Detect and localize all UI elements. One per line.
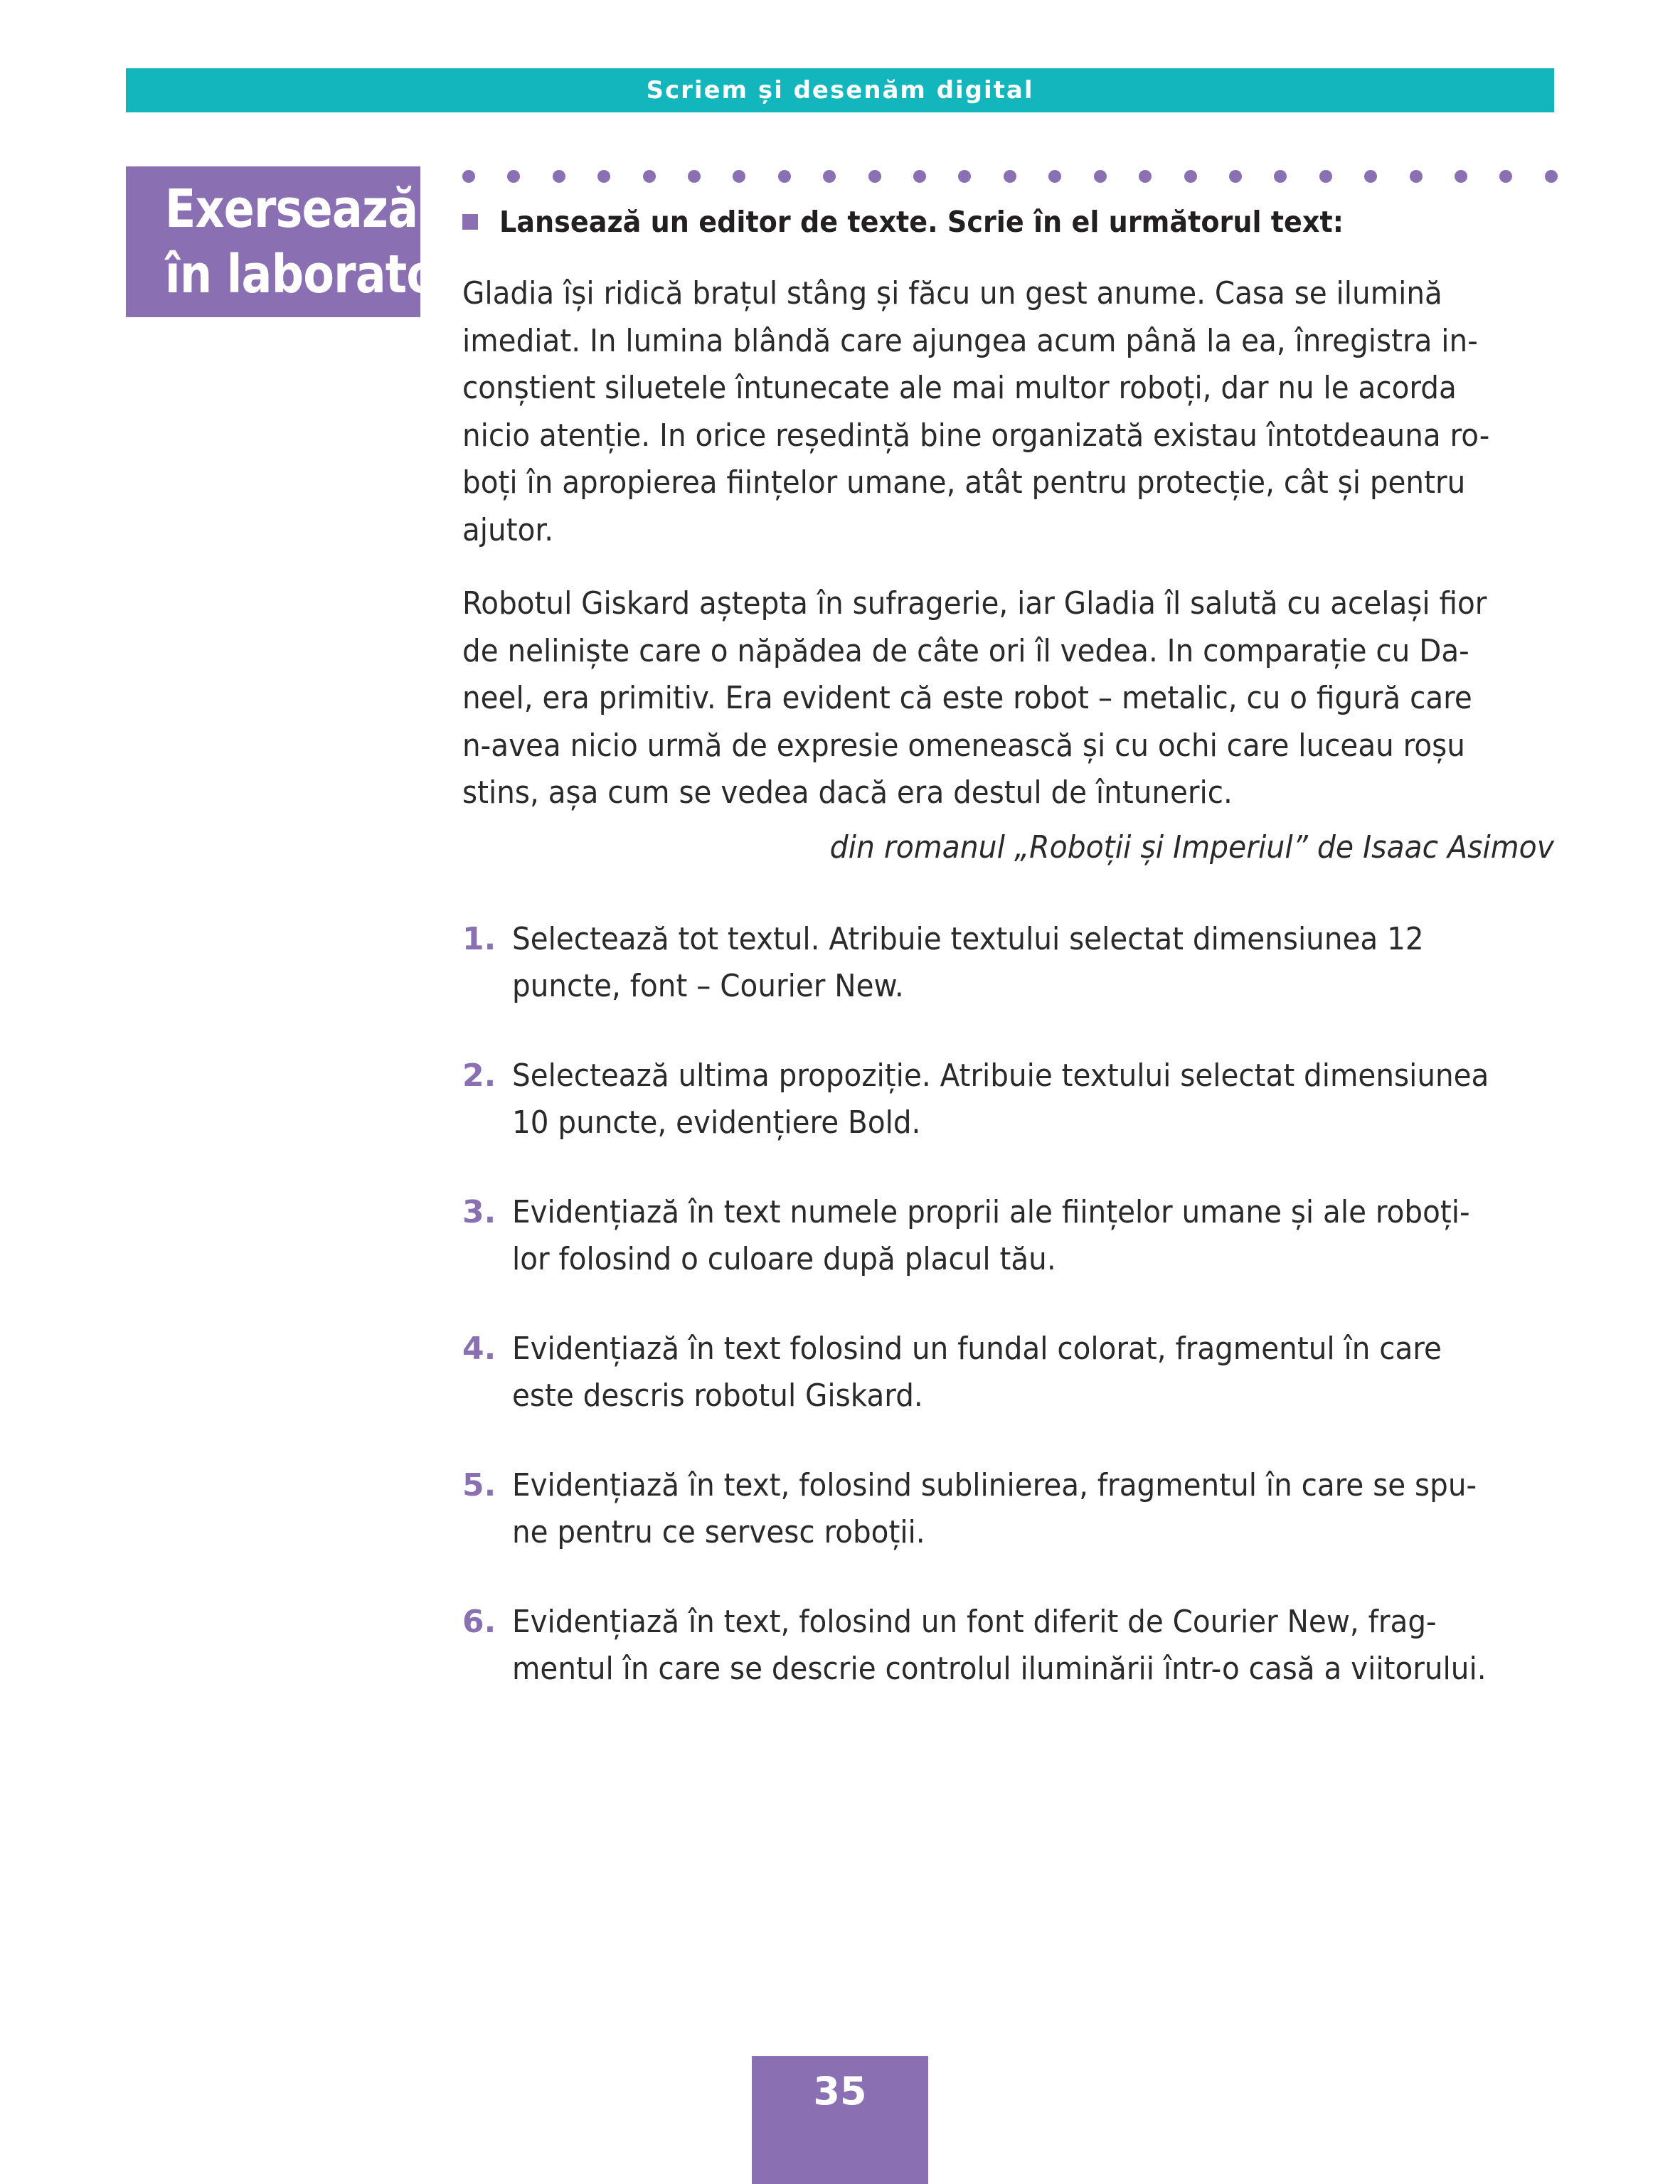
page-number-tab [752,2056,928,2184]
text-line: imediat. In lumina blândă care ajungea acum până la ea, înregistra in- [462,322,1478,359]
divider-dot [688,170,701,183]
text-line: Evidențiază în text, folosind un font diferit de Courier New, frag- [512,1604,1437,1640]
chapter-title: Scriem și desenăm digital [646,76,1034,105]
divider-dot [778,170,791,183]
text-line: puncte, font – Courier New. [512,968,904,1004]
exercise-number: 1. [462,921,496,957]
source-citation: din romanul „Roboții și Imperiul” de Isaac Asimov [829,829,1554,865]
exercise-item [462,1189,1554,1283]
text-line: Evidențiază în text numele proprii ale ființelor umane și ale roboți- [512,1194,1470,1230]
divider-dot [1184,170,1197,183]
divider-dot [1139,170,1152,183]
divider-dot [913,170,926,183]
text-line: este descris robotul Giskard. [512,1378,923,1414]
divider-dot [1094,170,1107,183]
exercise-number: 6. [462,1604,496,1640]
text-line: 10 puncte, evidențiere Bold. [512,1104,921,1141]
divider-dot [1274,170,1287,183]
text-line: boți în apropierea ființelor umane, atât pentru protecție, cât și pentru [462,464,1466,501]
text-line: Gladia își ridică brațul stâng și făcu un gest anume. Casa se ilumină [462,275,1442,311]
square-bullet-icon [462,214,478,230]
divider-dot [823,170,836,183]
exercise-number: 4. [462,1331,496,1367]
page-number: 35 [813,2069,867,2114]
text-line: ne pentru ce servesc roboții. [512,1514,925,1550]
chapter-header-bar [126,68,1554,112]
tag-line-1: Exersează [164,179,418,240]
divider-dot [1499,170,1512,183]
text-line: ajutor. [462,511,554,548]
exercise-number: 5. [462,1467,496,1503]
text-line: Selectează ultima propoziție. Atribuie textului selectat dimensiunea [512,1058,1489,1094]
text-line: Robotul Giskard aștepta în sufragerie, iar Gladia îl salută cu același fior [462,585,1487,622]
task-instruction [462,205,1558,239]
divider-dot [507,170,520,183]
divider-dot [868,170,881,183]
text-line: nicio atenție. In orice reședință bine organizată existau întotdeauna ro- [462,417,1490,454]
divider-dot [553,170,565,183]
paragraph-1 [462,270,1554,554]
task-text: Lansează un editor de texte. Scrie în el următorul text: [499,205,1344,239]
exercise-number: 2. [462,1058,496,1094]
dotted-divider [462,169,1558,184]
text-line: de neliniște care o năpădea de câte ori îl vedea. In comparație cu Da- [462,632,1469,669]
exercise-number: 3. [462,1194,496,1230]
divider-dot [1364,170,1377,183]
text-line: stins, așa cum se vedea dacă era destul de întuneric. [462,774,1233,811]
divider-dot [597,170,610,183]
exercise-lab-tag [126,166,479,317]
divider-dot [462,170,475,183]
divider-dot [1004,170,1016,183]
text-line: n-avea nicio urmă de expresie omenească și cu ochi care luceau roșu [462,727,1465,764]
divider-dot [958,170,971,183]
divider-dot [1319,170,1332,183]
divider-dot [1229,170,1242,183]
text-line: mentul în care se descrie controlul iluminării într-o casă a viitorului. [512,1651,1487,1687]
divider-dot [1048,170,1061,183]
text-line: conștient siluetele întunecate ale mai multor roboți, dar nu le acorda [462,370,1457,406]
divider-dot [643,170,656,183]
text-line: lor folosind o culoare după placul tău. [512,1241,1056,1277]
paragraph-2 [462,580,1554,817]
text-line: Evidențiază în text, folosind sublinierea, fragmentul în care se spu- [512,1467,1477,1503]
divider-dot [733,170,745,183]
exercise-item [462,1326,1554,1419]
divider-dot [1455,170,1467,183]
text-line: Evidențiază în text folosind un fundal colorat, fragmentul în care [512,1331,1442,1367]
exercise-item [462,1053,1554,1146]
text-line: neel, era primitiv. Era evident că este robot – metalic, cu o figură care [462,680,1472,716]
exercise-item [462,1599,1554,1693]
divider-dot [1545,170,1558,183]
exercise-item [462,1462,1554,1556]
exercise-item [462,916,1554,1010]
divider-dot [1410,170,1423,183]
tag-line-2: în laborator! [164,244,479,305]
text-line: Selectează tot textul. Atribuie textului selectat dimensiunea 12 [512,921,1424,957]
